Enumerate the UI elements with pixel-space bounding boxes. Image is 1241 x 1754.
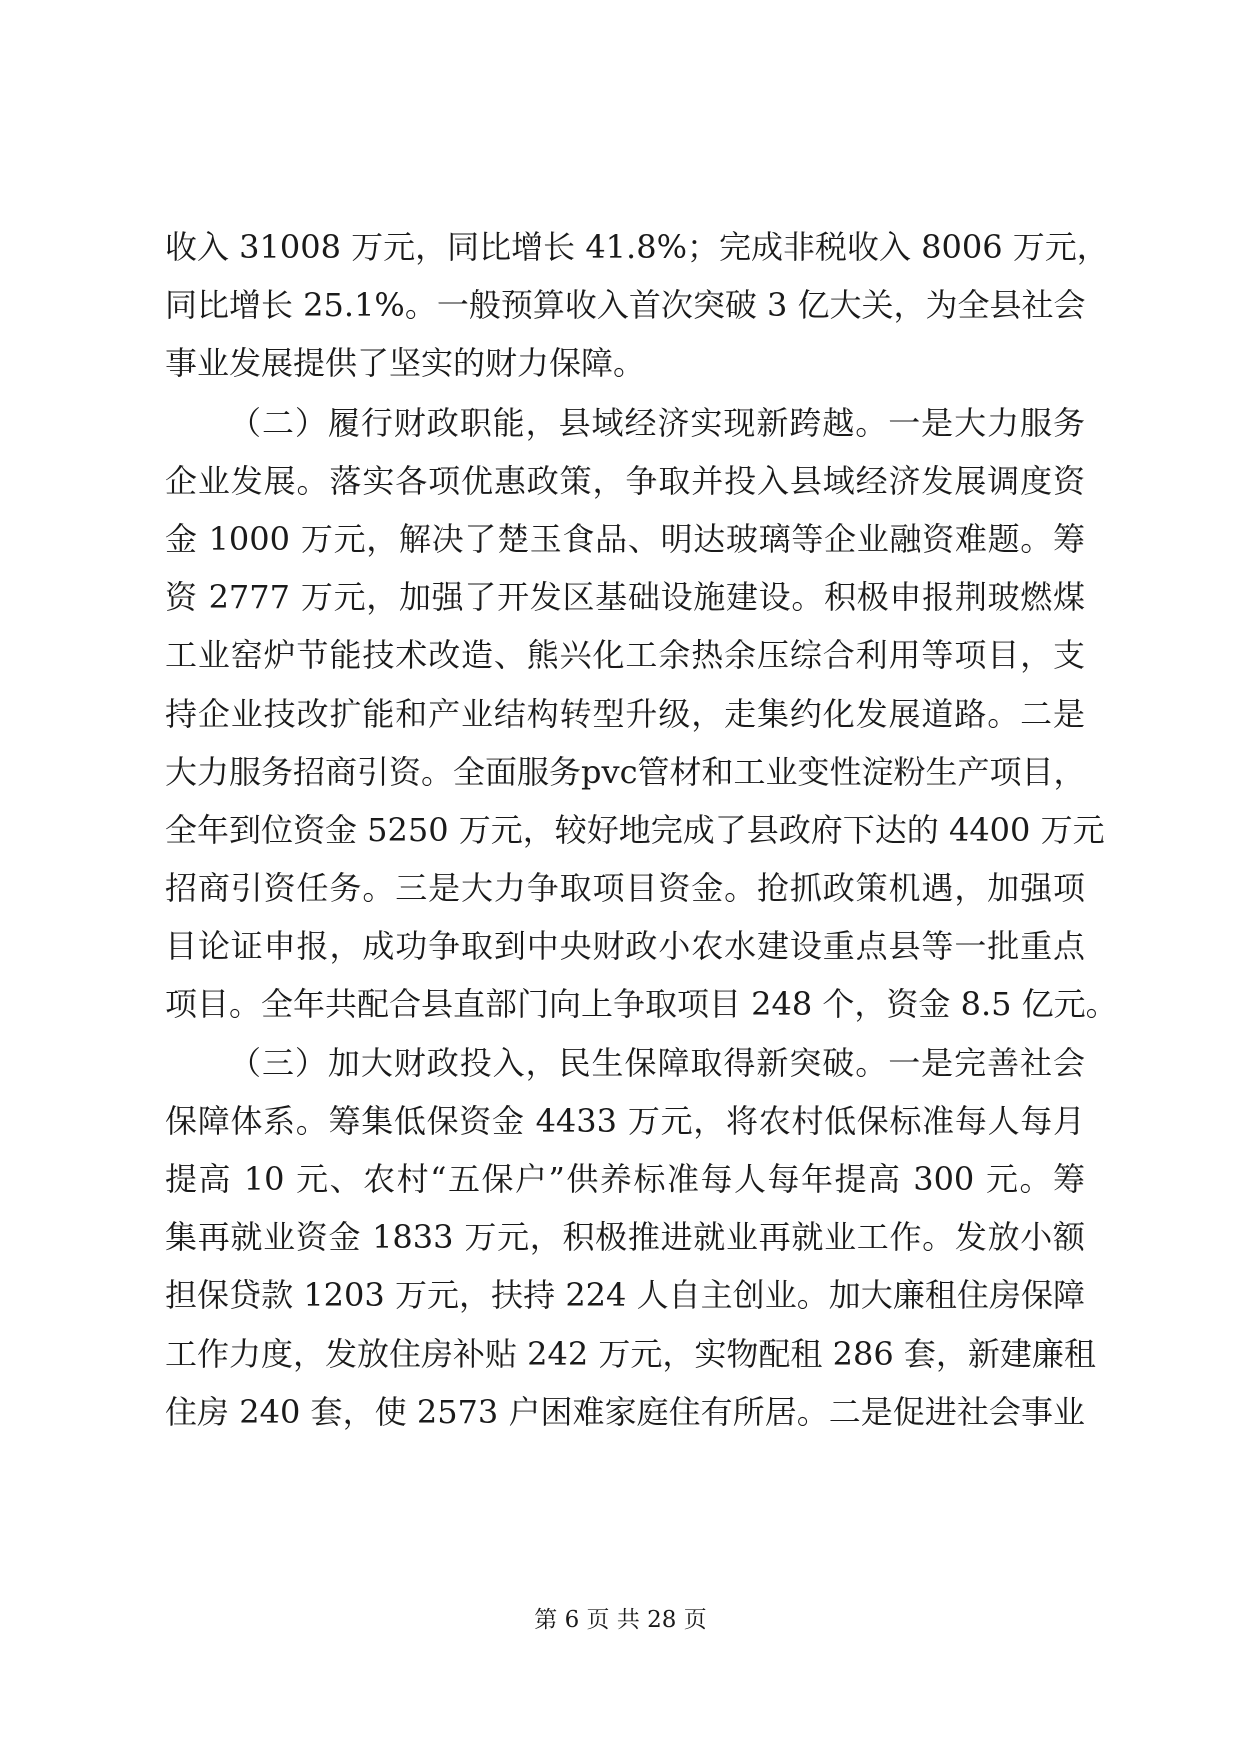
text-line: 目论证申报，成功争取到中央财政小农水建设重点县等一批重点 (165, 927, 1085, 966)
text-line: 担保贷款 1203 万元，扶持 224 人自主创业。加大廉租住房保障 (165, 1276, 1085, 1315)
text-line: 资 2777 万元，加强了开发区基础设施建设。积极申报荆玻燃煤 (165, 578, 1085, 617)
text-line: 企业发展。落实各项优惠政策，争取并投入县域经济发展调度资 (165, 461, 1085, 500)
text-line: 提高 10 元、农村“五保户”供养标准每人每年提高 300 元。筹 (165, 1160, 1085, 1198)
text-line: 保障体系。筹集低保资金 4433 万元，将农村低保标准每人每月 (165, 1101, 1085, 1140)
text-line: 收入 31008 万元，同比增长 41.8%；完成非税收入 8006 万元， (165, 228, 1109, 266)
text-line: 招商引资任务。三是大力争取项目资金。抢抓政策机遇，加强项 (165, 869, 1085, 908)
paragraph-first-line: （二）履行财政职能，县域经济实现新跨越。一是大力服务 (229, 403, 1085, 442)
text-line: 工业窑炉节能技术改造、熊兴化工余热余压综合利用等项目，支 (165, 636, 1085, 675)
paragraph-end-line: 事业发展提供了坚实的财力保障。 (165, 344, 646, 383)
page-number-footer: 第 6 页 共 28 页 (534, 1607, 707, 1633)
text-line: 全年到位资金 5250 万元，较好地完成了县政府下达的 4400 万元 (165, 810, 1105, 849)
text-line: 同比增长 25.1%。一般预算收入首次突破 3 亿大关，为全县社会 (165, 286, 1086, 325)
text-line: 工作力度，发放住房补贴 242 万元，实物配租 286 套，新建廉租 (165, 1334, 1096, 1373)
paragraph-first-line: （三）加大财政投入，民生保障取得新突破。一是完善社会 (229, 1043, 1085, 1082)
text-line: 大力服务招商引资。全面服务pvc管材和工业变性淀粉生产项目， (165, 752, 1086, 791)
body-text (165, 218, 1118, 1441)
text-line: 持企业技改扩能和产业结构转型升级，走集约化发展道路。二是 (165, 694, 1085, 733)
text-line: 项目。全年共配合县直部门向上争取项目 248 个，资金 8.5 亿元。 (165, 985, 1118, 1024)
text-line: 金 1000 万元，解决了楚玉食品、明达玻璃等企业融资难题。筹 (165, 519, 1085, 558)
text-line: 集再就业资金 1833 万元，积极推进就业再就业工作。发放小额 (165, 1218, 1085, 1257)
text-line: 住房 240 套，使 2573 户困难家庭住有所居。二是促进社会事业 (165, 1392, 1085, 1431)
